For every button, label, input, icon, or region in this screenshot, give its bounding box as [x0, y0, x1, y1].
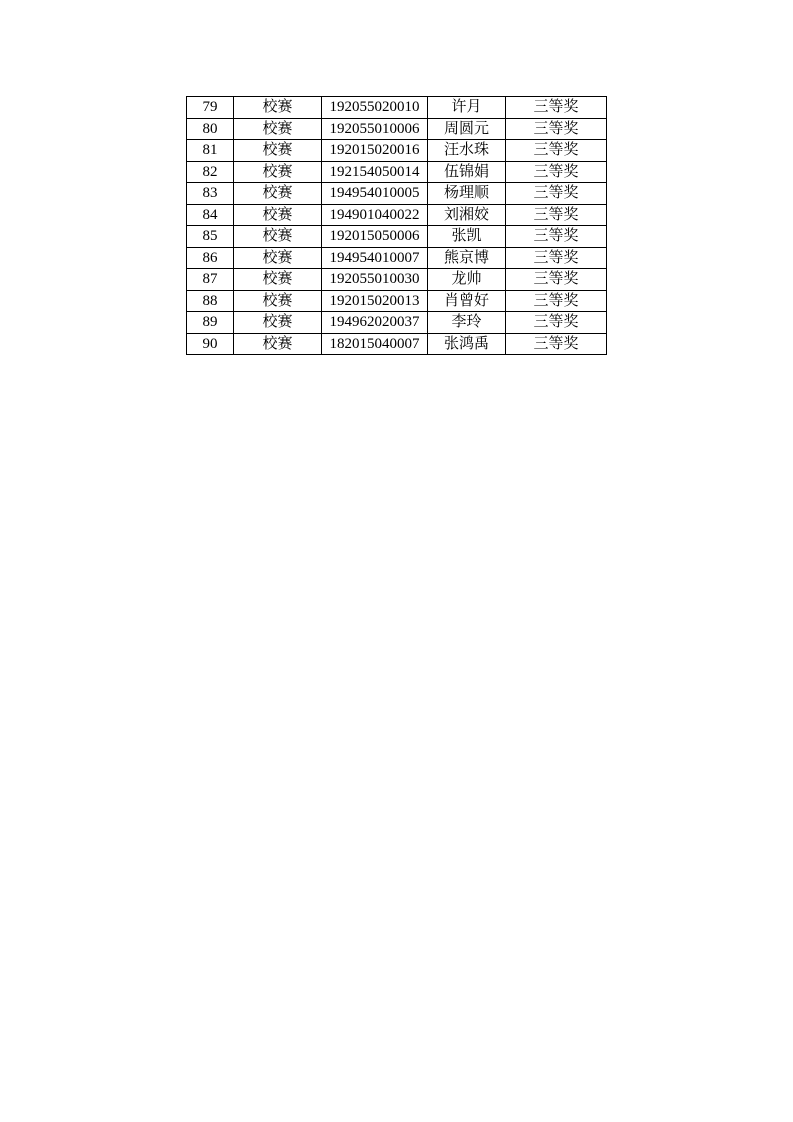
award-cell: 三等奖	[506, 269, 607, 291]
award-cell: 三等奖	[506, 97, 607, 119]
award-cell: 三等奖	[506, 290, 607, 312]
competition-level-cell: 校赛	[234, 290, 322, 312]
row-number-cell: 89	[187, 312, 234, 334]
table-row	[187, 226, 607, 248]
row-number-cell: 90	[187, 333, 234, 355]
table-row	[187, 333, 607, 355]
competition-level-cell: 校赛	[234, 269, 322, 291]
competition-level-cell: 校赛	[234, 161, 322, 183]
student-id-cell: 192055010006	[322, 118, 428, 140]
row-number-cell: 87	[187, 269, 234, 291]
award-cell: 三等奖	[506, 140, 607, 162]
competition-level-cell: 校赛	[234, 97, 322, 119]
student-id-cell: 192055010030	[322, 269, 428, 291]
competition-level-cell: 校赛	[234, 333, 322, 355]
competition-level-cell: 校赛	[234, 226, 322, 248]
competition-level-cell: 校赛	[234, 204, 322, 226]
row-number-cell: 85	[187, 226, 234, 248]
student-name-cell: 龙帅	[428, 269, 506, 291]
student-name-cell: 张鸿禹	[428, 333, 506, 355]
table-row	[187, 312, 607, 334]
student-id-cell: 192015020016	[322, 140, 428, 162]
table-row	[187, 204, 607, 226]
table-row	[187, 161, 607, 183]
student-name-cell: 杨理顺	[428, 183, 506, 205]
award-cell: 三等奖	[506, 247, 607, 269]
student-id-cell: 194901040022	[322, 204, 428, 226]
award-results-table	[186, 96, 607, 355]
table-row	[187, 97, 607, 119]
table-row	[187, 118, 607, 140]
student-id-cell: 194962020037	[322, 312, 428, 334]
student-name-cell: 汪水珠	[428, 140, 506, 162]
competition-level-cell: 校赛	[234, 312, 322, 334]
student-id-cell: 192015020013	[322, 290, 428, 312]
competition-level-cell: 校赛	[234, 118, 322, 140]
student-id-cell: 182015040007	[322, 333, 428, 355]
award-cell: 三等奖	[506, 183, 607, 205]
student-id-cell: 192154050014	[322, 161, 428, 183]
row-number-cell: 79	[187, 97, 234, 119]
competition-level-cell: 校赛	[234, 183, 322, 205]
row-number-cell: 86	[187, 247, 234, 269]
student-id-cell: 194954010007	[322, 247, 428, 269]
row-number-cell: 81	[187, 140, 234, 162]
table-row	[187, 247, 607, 269]
student-name-cell: 伍锦娟	[428, 161, 506, 183]
student-name-cell: 刘湘姣	[428, 204, 506, 226]
row-number-cell: 83	[187, 183, 234, 205]
table-row	[187, 290, 607, 312]
student-name-cell: 李玲	[428, 312, 506, 334]
student-name-cell: 周圆元	[428, 118, 506, 140]
student-id-cell: 194954010005	[322, 183, 428, 205]
award-results-table-body	[187, 97, 607, 355]
competition-level-cell: 校赛	[234, 140, 322, 162]
row-number-cell: 84	[187, 204, 234, 226]
table-row	[187, 140, 607, 162]
student-name-cell: 张凯	[428, 226, 506, 248]
table-row	[187, 183, 607, 205]
award-cell: 三等奖	[506, 161, 607, 183]
student-id-cell: 192055020010	[322, 97, 428, 119]
student-name-cell: 肖曾好	[428, 290, 506, 312]
student-id-cell: 192015050006	[322, 226, 428, 248]
student-name-cell: 熊京博	[428, 247, 506, 269]
award-cell: 三等奖	[506, 312, 607, 334]
award-cell: 三等奖	[506, 333, 607, 355]
row-number-cell: 82	[187, 161, 234, 183]
competition-level-cell: 校赛	[234, 247, 322, 269]
student-name-cell: 许月	[428, 97, 506, 119]
award-cell: 三等奖	[506, 118, 607, 140]
table-row	[187, 269, 607, 291]
row-number-cell: 88	[187, 290, 234, 312]
row-number-cell: 80	[187, 118, 234, 140]
award-cell: 三等奖	[506, 204, 607, 226]
award-cell: 三等奖	[506, 226, 607, 248]
